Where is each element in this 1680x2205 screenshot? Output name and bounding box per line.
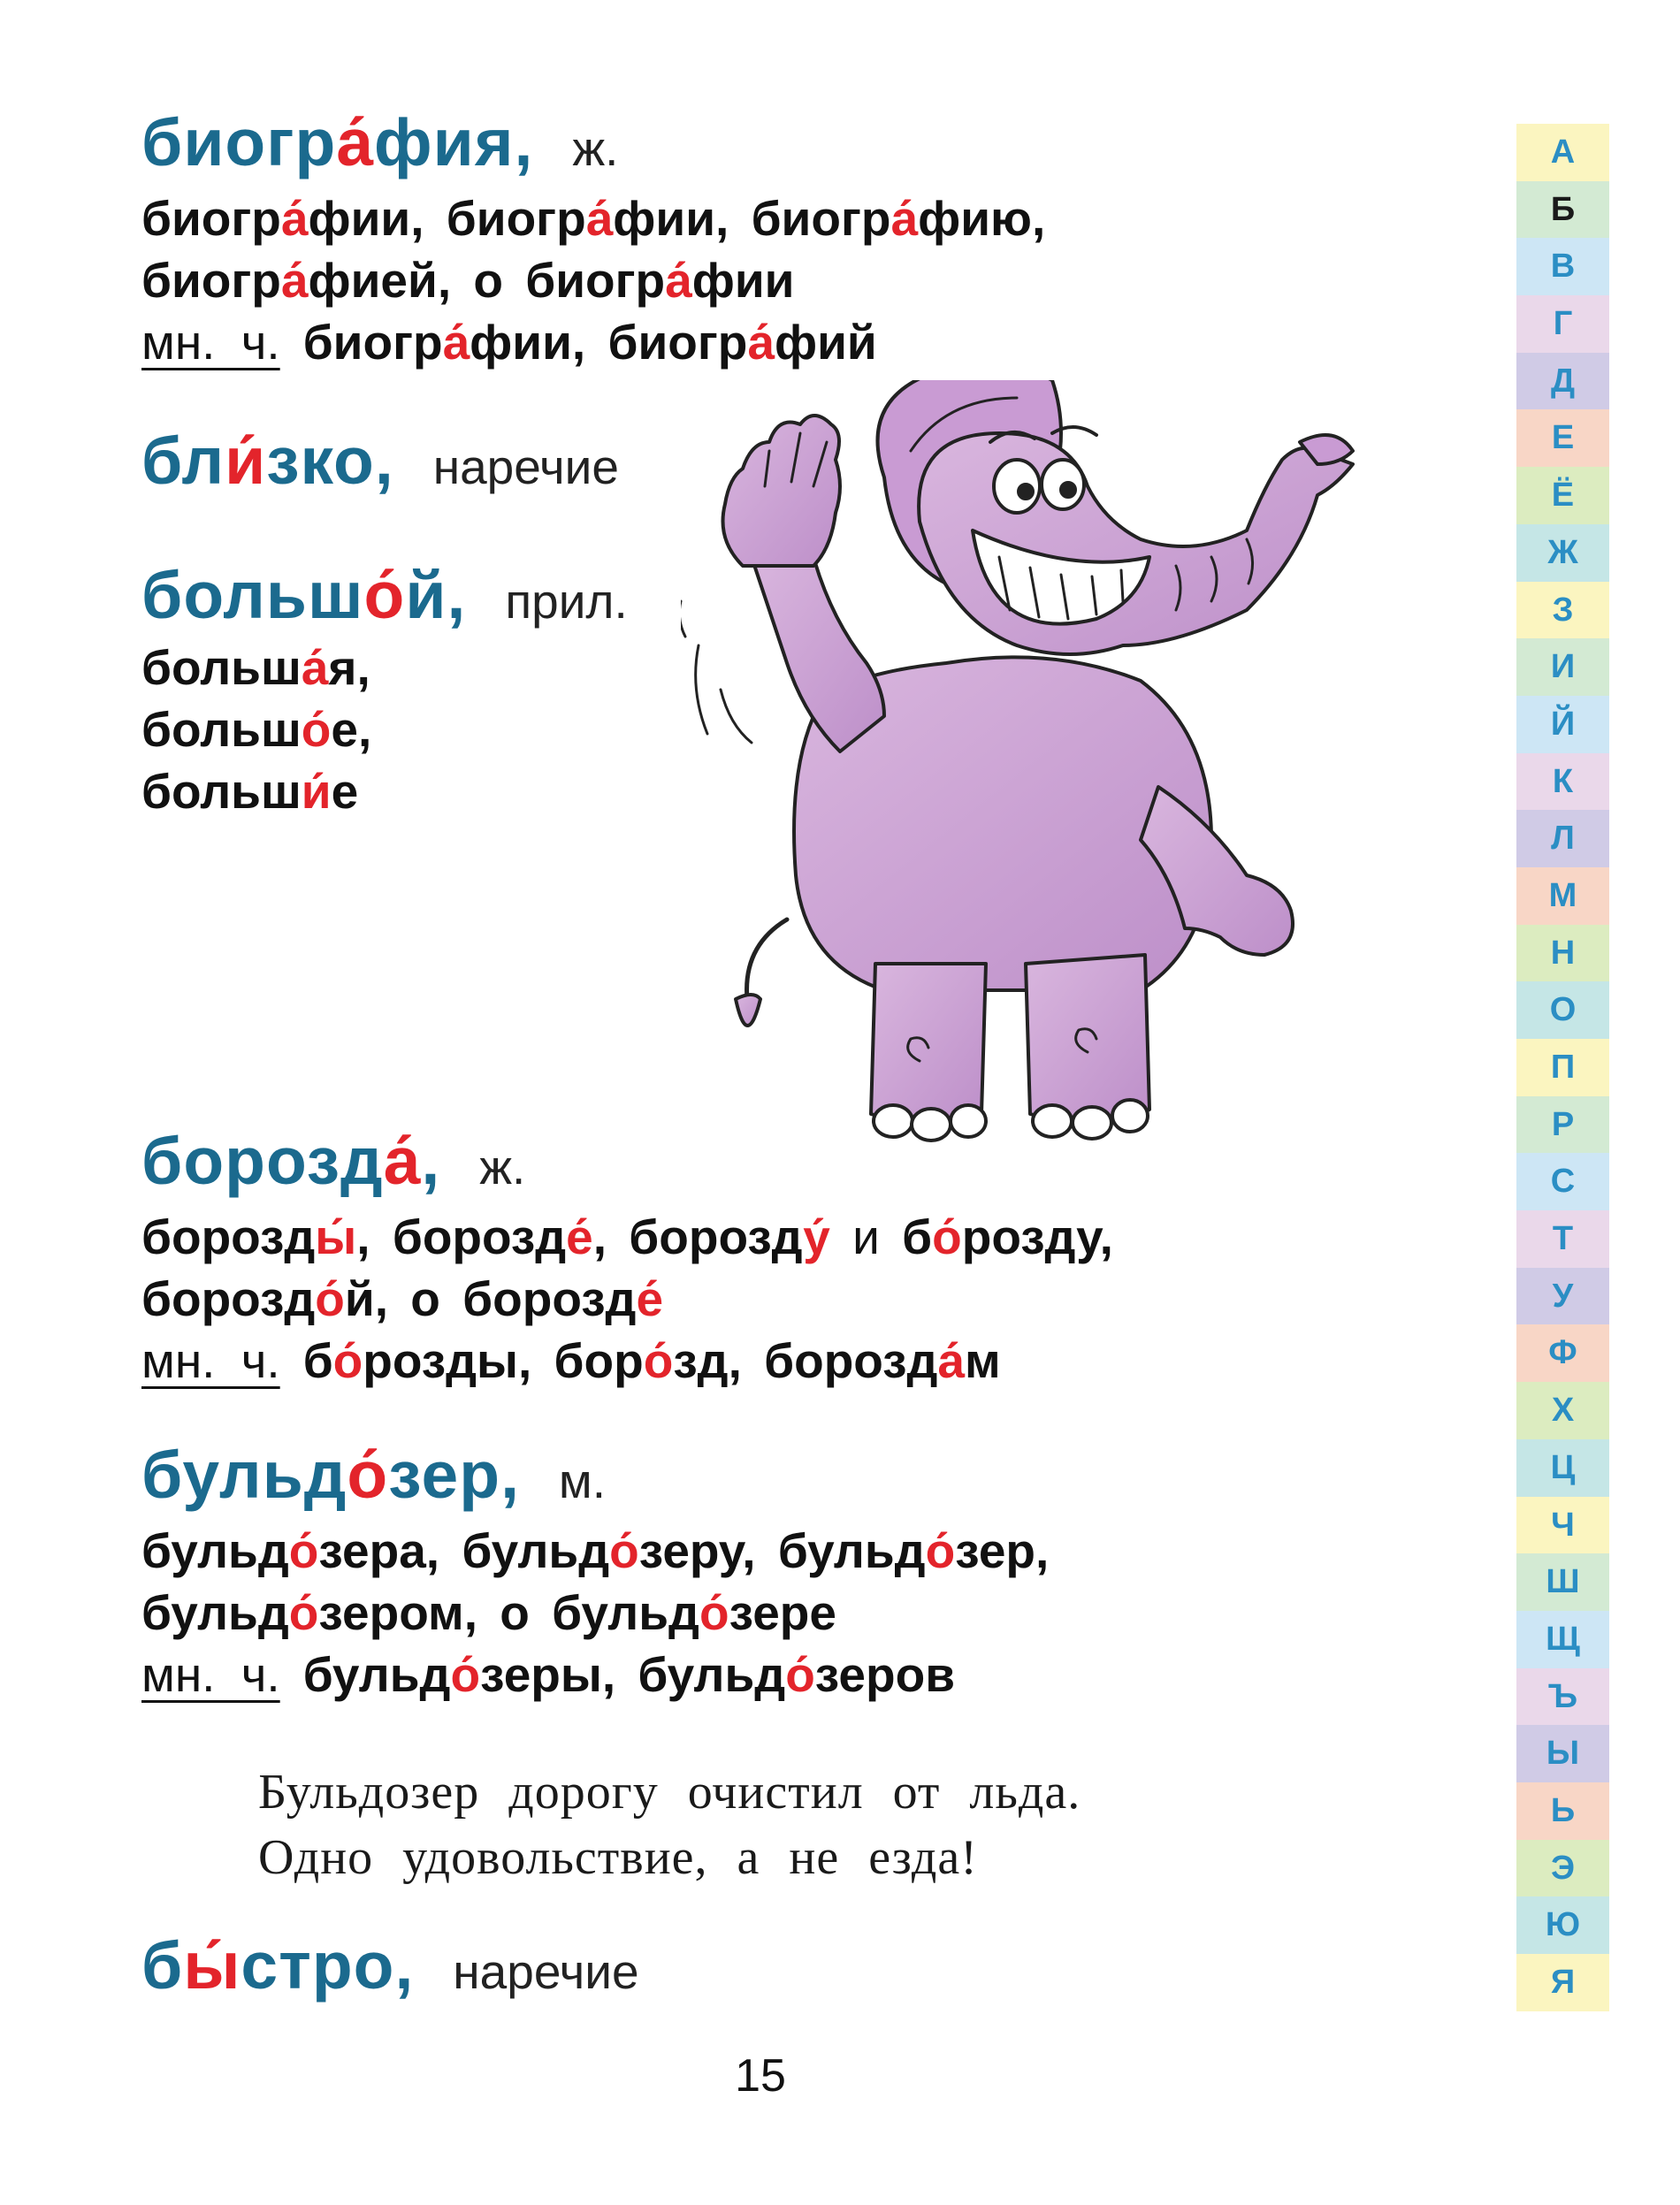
entry-forms [141, 637, 628, 822]
entry-grammar: ж. [572, 121, 619, 176]
entry-grammar: м. [558, 1453, 606, 1508]
stress-letter: ы́ [183, 1928, 241, 2003]
alphabet-tab[interactable]: Ж [1516, 524, 1609, 582]
word-text: фии, биогр [613, 191, 891, 246]
stress-letter: а́ [383, 1124, 422, 1198]
elephant-illustration [681, 380, 1477, 1158]
stress-letter: о́ [609, 1523, 639, 1578]
alphabet-tab[interactable]: В [1516, 238, 1609, 295]
word-text: фией, о биогр [308, 253, 666, 308]
word-text: розду, [961, 1209, 1113, 1264]
word-text: зеру, бульд [638, 1523, 926, 1578]
word-text: е [331, 764, 359, 819]
forms-line [141, 637, 628, 698]
word-text: больш [141, 764, 302, 819]
entry-grammar: прил. [505, 574, 628, 629]
alphabet-tab[interactable]: И [1516, 638, 1609, 696]
alphabet-tab[interactable]: Ф [1516, 1324, 1609, 1382]
alphabet-tab[interactable]: С [1516, 1153, 1609, 1210]
stress-letter: а́ [280, 191, 309, 246]
word-text: б [302, 1333, 333, 1388]
headword-text: бл [141, 423, 225, 498]
entry-borozda [141, 1123, 1113, 1392]
stress-letter: и́ [225, 423, 267, 498]
stress-letter: а́ [301, 640, 329, 695]
word-text: больш [141, 640, 302, 695]
alphabet-tab[interactable]: Й [1516, 696, 1609, 753]
alphabet-tab[interactable]: К [1516, 753, 1609, 811]
alphabet-tab[interactable]: Ь [1516, 1782, 1609, 1840]
word-text: фии, биогр [308, 191, 586, 246]
entry-biografiya [141, 104, 1045, 373]
alphabet-tab[interactable]: Ы [1516, 1725, 1609, 1782]
forms-line [141, 187, 1045, 249]
word-text: борозд [141, 1271, 316, 1326]
stress-letter: о́ [347, 1438, 389, 1512]
stress-letter: о́ [699, 1585, 729, 1640]
stress-letter: о́ [332, 1333, 363, 1388]
poem-line: Одно удовольствие, а не езда! [258, 1830, 978, 1885]
stress-letter: а́ [336, 105, 375, 179]
alphabet-index [1516, 124, 1609, 2011]
entry-headword [141, 1928, 414, 2003]
stress-letter: а́ [937, 1333, 966, 1388]
alphabet-tab[interactable]: Ю [1516, 1896, 1609, 1954]
entry-bolshoy [141, 557, 628, 822]
word-text: бульд [141, 1523, 289, 1578]
headword-text: биогр [141, 105, 337, 179]
stress-letter: о́ [315, 1271, 345, 1326]
word-text: зера, бульд [318, 1523, 610, 1578]
entry-headword-line [141, 1437, 1049, 1513]
headword-text: бульд [141, 1438, 347, 1512]
alphabet-tab[interactable]: П [1516, 1039, 1609, 1096]
word-text: зер, [955, 1523, 1050, 1578]
stress-letter: о́ [932, 1209, 962, 1264]
entry-buldozer [141, 1437, 1049, 1705]
forms-line [141, 1206, 1113, 1268]
headword-text: зер, [388, 1438, 520, 1512]
stress-letter: е́ [566, 1209, 593, 1264]
stress-letter: о́ [288, 1585, 319, 1640]
stress-letter: о́ [288, 1523, 319, 1578]
headword-text: б [141, 1928, 184, 2003]
alphabet-tab[interactable]: Ч [1516, 1497, 1609, 1554]
entry-headword-line [141, 104, 1045, 180]
alphabet-tab[interactable]: О [1516, 981, 1609, 1039]
alphabet-tab[interactable]: М [1516, 867, 1609, 925]
entry-headword-line [141, 1927, 639, 2003]
plural-label: мн. ч. [141, 1333, 280, 1388]
headword-text: борозд [141, 1124, 384, 1198]
word-text: биогр [141, 191, 281, 246]
stress-letter: е́ [636, 1271, 664, 1326]
stress-letter: о́ [785, 1647, 815, 1702]
word-text: м [965, 1333, 1001, 1388]
forms-line [141, 698, 628, 760]
entry-plural [141, 1644, 1049, 1705]
word-text: фий [774, 315, 877, 370]
stress-letter: ы́ [315, 1209, 357, 1264]
stress-letter: а́ [280, 253, 309, 308]
entry-forms [141, 187, 1045, 311]
word-text: розды, бор [363, 1333, 644, 1388]
word-text: бульд [141, 1585, 289, 1640]
entry-bystro [141, 1927, 639, 2003]
plural-forms [303, 1647, 955, 1702]
alphabet-tab[interactable]: Т [1516, 1210, 1609, 1268]
word-text: , борозд [356, 1209, 567, 1264]
alphabet-tab[interactable]: З [1516, 582, 1609, 639]
alphabet-tab[interactable]: Н [1516, 925, 1609, 982]
forms-line [141, 249, 1045, 311]
alphabet-tab[interactable]: А [1516, 124, 1609, 181]
word-text: й, о борозд [344, 1271, 637, 1326]
entry-headword [141, 1124, 440, 1198]
forms-line [141, 1268, 1113, 1330]
entry-plural [141, 1330, 1113, 1392]
stress-letter: а́ [585, 191, 614, 246]
headword-text: й, [405, 558, 467, 632]
stress-letter: о́ [301, 702, 332, 757]
word-text: борозд [141, 1209, 316, 1264]
word-text: бульд [302, 1647, 451, 1702]
alphabet-tab[interactable]: Г [1516, 295, 1609, 353]
word-text: фии [691, 253, 795, 308]
entry-grammar: ж. [479, 1140, 526, 1194]
poem [258, 1759, 1081, 1890]
stress-letter: у́ [803, 1209, 830, 1264]
stress-letter: а́ [442, 315, 470, 370]
word-text: фию, [918, 191, 1046, 246]
entry-plural [141, 311, 1045, 373]
word-text: больш [141, 702, 302, 757]
entry-forms [141, 1206, 1113, 1330]
entry-blizko [141, 423, 619, 499]
forms-line [141, 760, 628, 822]
headword-text: зко, [266, 423, 394, 498]
word-text: зеры, бульд [480, 1647, 786, 1702]
entry-grammar: наречие [453, 1944, 639, 1999]
entry-forms [141, 1520, 1049, 1644]
word-text: зером, о бульд [318, 1585, 699, 1640]
headword-text: , [421, 1124, 441, 1198]
alphabet-tab[interactable]: Ш [1516, 1553, 1609, 1611]
stress-letter: о́ [363, 558, 406, 632]
plural-forms [303, 1333, 1001, 1388]
word-text: биогр [302, 315, 443, 370]
alphabet-tab[interactable]: Ъ [1516, 1668, 1609, 1726]
stress-letter: о́ [450, 1647, 481, 1702]
forms-line [141, 1520, 1049, 1582]
word-text: фии, биогр [470, 315, 748, 370]
entry-headword-line [141, 557, 628, 633]
headword-text: стро, [241, 1928, 415, 2003]
stress-letter: а́ [665, 253, 692, 308]
word-text: зере [729, 1585, 836, 1640]
stress-letter: а́ [890, 191, 919, 246]
alphabet-tab[interactable]: Щ [1516, 1611, 1609, 1668]
entry-grammar: наречие [432, 439, 619, 494]
stress-letter: а́ [747, 315, 775, 370]
plural-label: мн. ч. [141, 315, 280, 370]
word-text: я, [328, 640, 370, 695]
forms-line [141, 1582, 1049, 1644]
entry-headword [141, 423, 394, 498]
word-text: зд, борозд [673, 1333, 938, 1388]
plural-label: мн. ч. [141, 1647, 280, 1702]
word-text: зеров [814, 1647, 956, 1702]
alphabet-tab[interactable]: Д [1516, 353, 1609, 410]
alphabet-tab[interactable]: Е [1516, 409, 1609, 467]
plural-forms [303, 315, 877, 370]
alphabet-tab[interactable]: Х [1516, 1382, 1609, 1439]
word-text: биогр [141, 253, 281, 308]
word-text [830, 1209, 852, 1264]
alphabet-tab[interactable]: У [1516, 1268, 1609, 1325]
entry-headword-line [141, 423, 619, 499]
alphabet-tab[interactable]: Л [1516, 810, 1609, 867]
page-number: 15 [735, 2050, 786, 2102]
word-text: , борозд [592, 1209, 804, 1264]
stress-letter: и́ [301, 764, 332, 819]
entry-headword [141, 1438, 520, 1512]
conjunction: и [852, 1209, 880, 1264]
word-text: б [879, 1209, 933, 1264]
entry-headword [141, 105, 533, 179]
alphabet-tab[interactable]: Б [1516, 181, 1609, 239]
alphabet-tab[interactable]: Р [1516, 1096, 1609, 1154]
alphabet-tab[interactable]: Я [1516, 1954, 1609, 2011]
headword-text: больш [141, 558, 364, 632]
headword-text: фия, [374, 105, 534, 179]
alphabet-tab[interactable]: Ё [1516, 467, 1609, 524]
word-text: е, [331, 702, 372, 757]
entry-headword [141, 558, 466, 632]
alphabet-tab[interactable]: Э [1516, 1840, 1609, 1897]
stress-letter: о́ [643, 1333, 674, 1388]
poem-line: Бульдозер дорогу очистил от льда. [258, 1765, 1081, 1820]
alphabet-tab[interactable]: Ц [1516, 1439, 1609, 1497]
stress-letter: о́ [925, 1523, 956, 1578]
